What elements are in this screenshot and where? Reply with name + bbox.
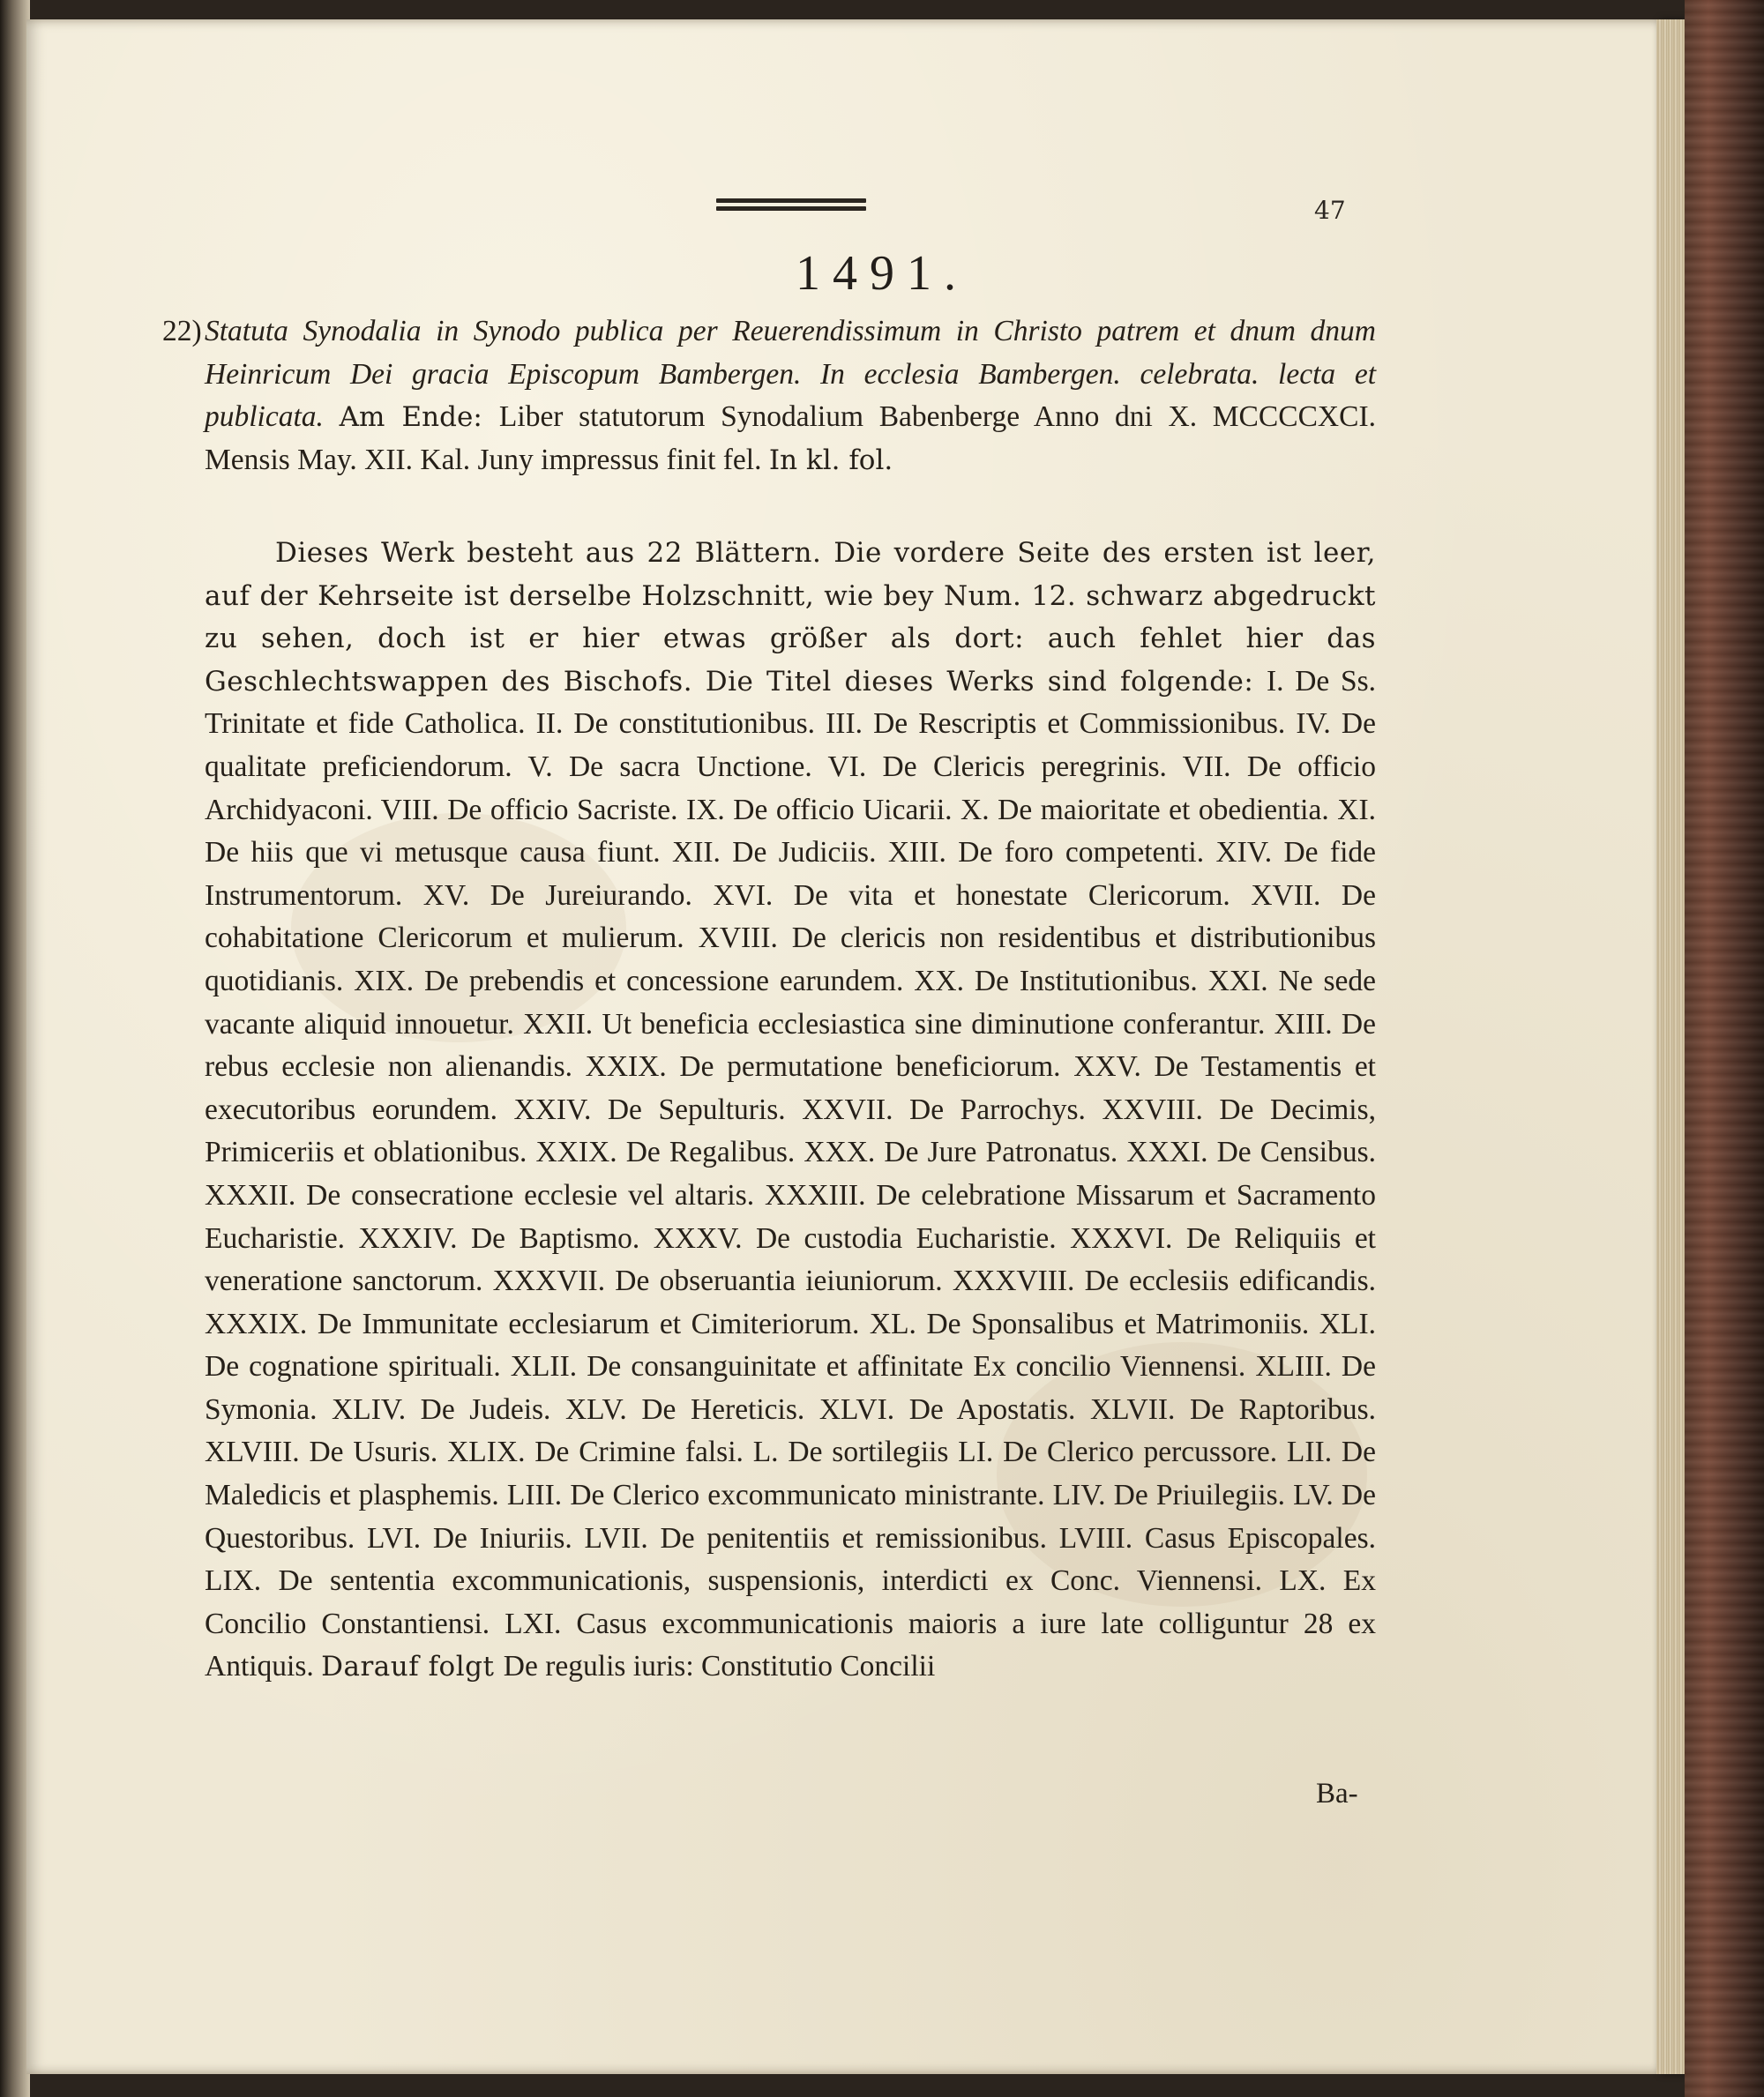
previous-page-edge	[0, 0, 30, 2097]
titles-latin: I. De Ss. Trinitate et fide Catholica. II. De constitutionibus. III. De Rescriptis et Commissionibus. IV. De qualitate preficiendorum. V. De sacra Unctione. VI. De Clericis peregrinis. VII. De officio Archidyaconi. VIII. De officio Sacriste. IX. De officio Uicarii. X. De maioritate et obedientia. XI. De hiis que vi metusque causa fiunt. XII. De Judiciis. XIII. De foro competenti. XIV. De fide Instrumentorum. XV. De Jureiurando. XVI. De vita et honestate Clericorum. XVII. De cohabitatione Clericorum et mulierum. XVIII. De clericis non residentibus et distributionibus quotidianis. XIX. De prebendis et concessione earundem. XX. De Institutionibus. XXI. Ne sede vacante aliquid innouetur. XXII. Ut beneficia ecclesiastica sine diminutione conferantur. XIII. De rebus ecclesie non alienandis. XXIX. De permutatione beneficiorum. XXV. De Testamentis et executoribus eorundem. XXIV. De Sepulturis. XXVII. De Parrochys. XXVIII. De Decimis, Primiceriis et oblationibus. XXIX. De Regalibus. XXX. De Jure Patronatus. XXXI. De Censibus. XXXII. De consecratione ecclesie vel altaris. XXXIII. De celebratione Missarum et Sacramento Eucharistie. XXXIV. De Baptismo. XXXV. De custodia Eucharistie. XXXVI. De Reliquiis et veneratione sanctorum. XXXVII. De obseruantia ieiuniorum. XXXVIII. De ecclesiis edificandis. XXXIX. De Immunitate ecclesiarum et Cimiteriorum. XL. De Sponsalibus et Matrimoniis. XLI. De cognatione spirituali. XLII. De consanguinitate et affinitate Ex concilio Viennensi. XLIII. De Symonia. XLIV. De Judeis. XLV. De Hereticis. XLVI. De Apostatis. XLVII. De Raptoribus. XLVIII. De Usuris. XLIX. De Crimine falsi. L. De sortilegiis LI. De Clerico percussore. LII. De Maledicis et plasphemis. LIII. De Clerico excommunicato ministrante. LIV. De Priuilegiis. LV. De Questoribus. LVI. De Iniuriis. LVII. De penitentiis et remissionibus. LVIII. Casus Episcopales. LIX. De sententia excommunicationis, suspensionis, interdicti ex Conc. Viennensi. LX. Ex Concilio Constantiensi. LXI. Casus excommunicationis maioris a iure late colliguntur 28 ex Antiquis.	[205, 664, 1376, 1683]
entry-title: Statuta Synodalia in Synodo publica per Reuerendissimum in Christo patrem et dnum dnum Heinricum Dei gracia Episcopum Bambergen. In ecclesia Bambergen. celebrata. lecta et publicata.	[205, 315, 1376, 434]
end-label: Am Ende:	[339, 401, 499, 434]
year-heading: 1491.	[796, 246, 968, 301]
colophon: Liber statutorum Synodalium Babenberge Anno dni X. MCCCCXCI. Mensis May. XII. Kal. Juny impressus finit fel.	[205, 400, 1376, 476]
german-outro: Darauf folgt	[321, 1651, 504, 1683]
latin-end: De regulis iuris: Constitutio Concilii	[503, 1650, 936, 1683]
header-ornament	[716, 198, 866, 211]
format: In kl. fol.	[768, 444, 893, 476]
bibliography-entry	[162, 310, 1376, 481]
description-paragraph	[205, 532, 1376, 1689]
german-intro: Dieses Werk besteht aus 22 Blättern. Die vordere Seite des ersten ist leer, auf der Kehrseite ist derselbe Holzschnitt, wie bey Num. 12. schwarz abgedruckt zu sehen, doch ist er hier etwas größer als dort: auch fehlet hier das Geschlechtswappen des Bischofs. Die Titel dieses Werks sind folgende:	[205, 537, 1376, 698]
entry-number: 22)	[162, 315, 202, 347]
catchword: Ba-	[1316, 1778, 1358, 1810]
book-cover-edge	[1685, 0, 1764, 2097]
page-number: 47	[1314, 196, 1346, 225]
page-block-edge	[1656, 19, 1685, 2074]
